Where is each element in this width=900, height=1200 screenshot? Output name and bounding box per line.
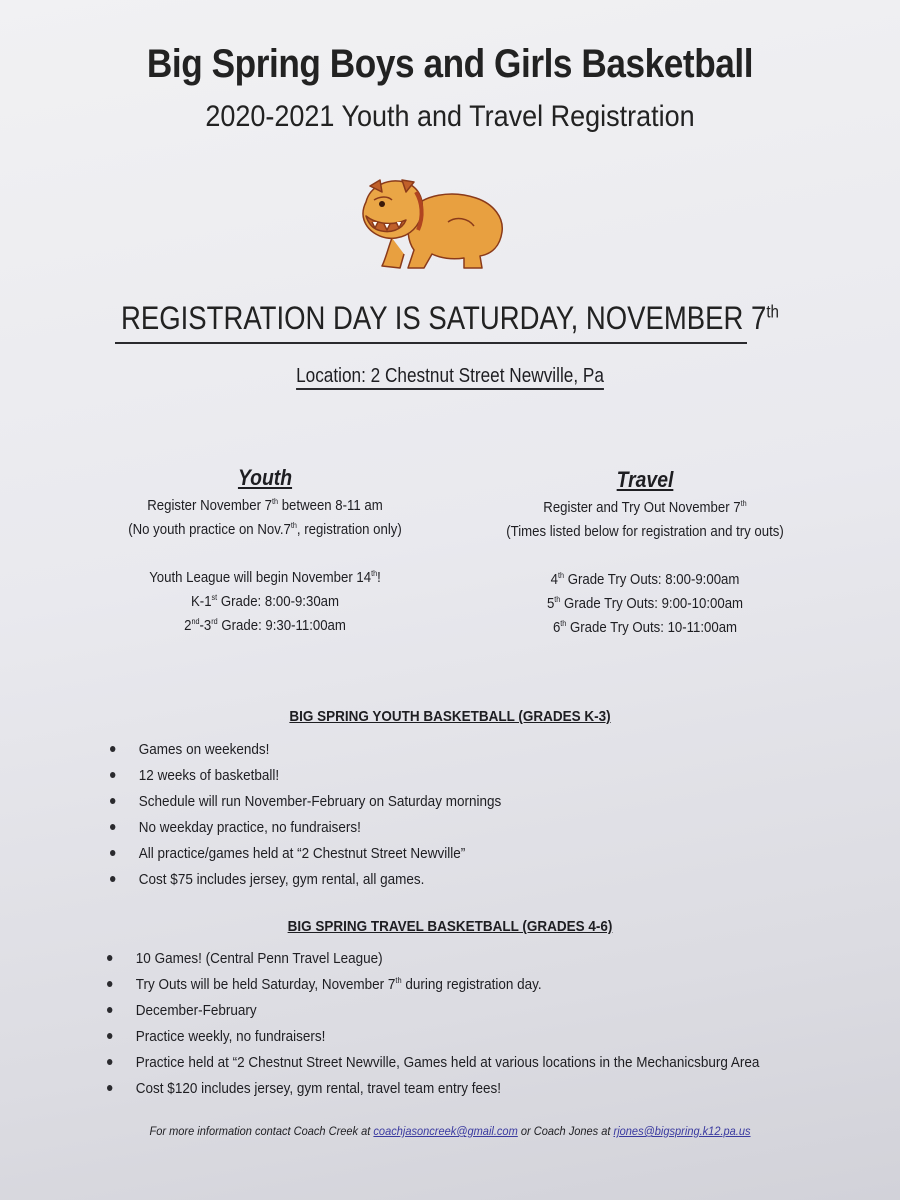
heading-underline: [115, 342, 747, 344]
youth-league-start-line: Youth League will begin November 14th!: [149, 569, 381, 586]
youth-bullet-list: [110, 737, 501, 893]
travel-bullet-list: [107, 946, 759, 1102]
list-item: Practice weekly, no fundraisers!: [107, 1024, 759, 1050]
travel-section-heading: BIG SPRING TRAVEL BASKETBALL (GRADES 4-6): [287, 918, 613, 935]
list-item: Try Outs will be held Saturday, November 7th during registration day.: [107, 972, 759, 998]
location-line: [63, 365, 837, 388]
registration-day-heading: [63, 300, 837, 337]
youth-section-heading: BIG SPRING YOUTH BASKETBALL (GRADES K-3): [289, 708, 611, 725]
list-item: All practice/games held at “2 Chestnut Street Newville”: [110, 841, 501, 867]
travel-6th-grade-time: 6th Grade Try Outs: 10-11:00am: [552, 619, 738, 636]
flyer-title: Big Spring Boys and Girls Basketball: [146, 42, 754, 86]
location-text: Location: 2 Chestnut Street Newville, Pa: [296, 365, 604, 390]
flyer-subtitle: 2020-2021 Youth and Travel Registration: [205, 100, 695, 133]
youth-column: [107, 464, 424, 638]
youth-heading: Youth: [237, 465, 293, 490]
coach-creek-email-link[interactable]: coachjasoncreek@gmail.com: [373, 1124, 518, 1138]
registration-day-sup: th: [766, 301, 779, 322]
list-item: 10 Games! (Central Penn Travel League): [107, 946, 759, 972]
list-item: Cost $120 includes jersey, gym rental, travel team entry fees!: [107, 1076, 759, 1102]
travel-times-note: (Times listed below for registration and try outs): [506, 523, 784, 540]
youth-register-line: Register November 7th between 8-11 am: [147, 497, 383, 514]
travel-register-line: Register and Try Out November 7th: [543, 499, 747, 516]
travel-column: [478, 466, 812, 640]
list-item: Practice held at “2 Chestnut Street Newville, Games held at various locations in the Mechanicsburg Area: [107, 1050, 759, 1076]
youth-k1-time: K-1st Grade: 8:00-9:30am: [190, 593, 340, 610]
travel-heading: Travel: [616, 467, 674, 492]
registration-day-text: REGISTRATION DAY IS SATURDAY, NOVEMBER 7: [121, 300, 767, 336]
bulldog-mascot-icon: [352, 172, 512, 272]
youth-2-3-time: 2nd-3rd Grade: 9:30-11:00am: [184, 617, 346, 634]
travel-4th-grade-time: 4th Grade Try Outs: 8:00-9:00am: [550, 571, 740, 588]
contact-footer: For more information contact Coach Creek at coachjasoncreek@gmail.com or Coach Jones at rjones@bigspring.k12.pa.us: [149, 1124, 751, 1138]
list-item: No weekday practice, no fundraisers!: [110, 815, 501, 841]
list-item: December-February: [107, 998, 759, 1024]
list-item: 12 weeks of basketball!: [110, 763, 501, 789]
coach-jones-email-link[interactable]: rjones@bigspring.k12.pa.us: [613, 1124, 751, 1138]
youth-no-practice-line: (No youth practice on Nov.7th, registration only): [128, 521, 402, 538]
list-item: Schedule will run November-February on Saturday mornings: [110, 789, 501, 815]
list-item: Cost $75 includes jersey, gym rental, all games.: [110, 867, 501, 893]
list-item: Games on weekends!: [110, 737, 501, 763]
travel-5th-grade-time: 5th Grade Try Outs: 9:00-10:00am: [546, 595, 744, 612]
